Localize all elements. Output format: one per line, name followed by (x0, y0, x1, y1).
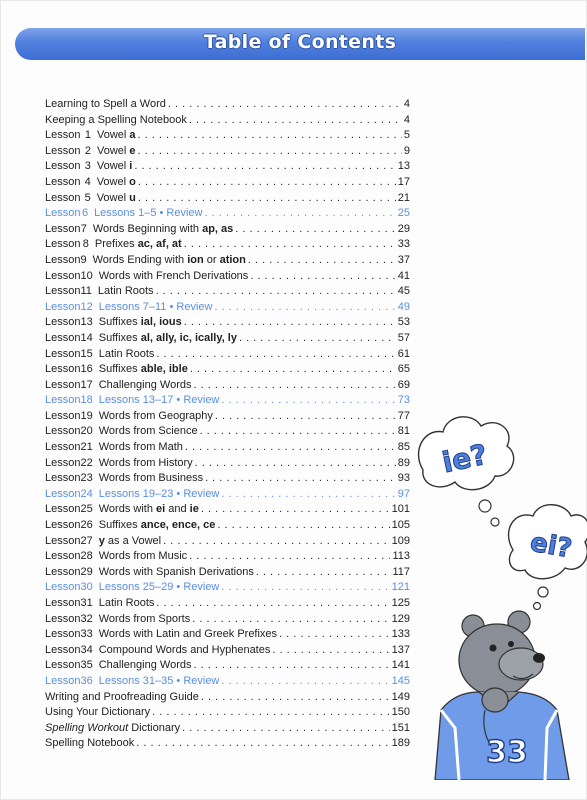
toc-entry (45, 207, 410, 223)
lesson-label: Lesson (45, 487, 81, 500)
entry-title: Words with Spanish Derivations (98, 565, 254, 578)
entry-title: Words from Science (98, 425, 198, 438)
lesson-number: 13 (80, 316, 93, 329)
dot-leader (201, 691, 390, 703)
entry-title: Spelling Workout Dictionary (45, 721, 181, 734)
entry-title: Suffixes al, ally, ic, ically, ly (98, 331, 237, 344)
toc-entry (45, 176, 410, 192)
page-number: 13 (397, 160, 410, 173)
dot-leader (134, 160, 395, 172)
jersey-number: 33 (486, 735, 528, 770)
entry-title: Words with ei and ie (98, 503, 199, 516)
lesson-number: 10 (80, 269, 93, 282)
dot-leader (156, 348, 395, 360)
entry-title: Prefixes ac, af, at (94, 238, 182, 251)
entry-title: Writing and Proofreading Guide (45, 690, 199, 703)
bubble-ie-text: ie? (439, 437, 491, 480)
lesson-number: 19 (80, 409, 93, 422)
lesson-number: 5 (84, 191, 91, 204)
toc-entry (45, 285, 410, 301)
entry-title: Vowel e (96, 144, 136, 157)
lesson-number: 2 (84, 144, 91, 157)
page-number: 33 (397, 238, 410, 251)
dot-leader (163, 535, 390, 547)
toc-entry (45, 644, 410, 660)
dot-leader (214, 301, 395, 313)
entry-title: Suffixes able, ible (98, 363, 188, 376)
page-number: 105 (391, 519, 410, 532)
toc-entry (45, 737, 410, 753)
lesson-number: 7 (80, 222, 87, 235)
entry-title: Vowel i (96, 160, 133, 173)
entry-title: Vowel o (96, 175, 136, 188)
entry-title: Suffixes ance, ence, ce (98, 519, 216, 532)
dot-leader (189, 114, 402, 126)
toc-entry (45, 457, 410, 473)
toc-entry (45, 160, 410, 176)
page-number: 53 (397, 316, 410, 329)
entry-title: Latin Roots (98, 347, 155, 360)
page-number: 61 (397, 347, 410, 360)
page-number: 29 (397, 222, 410, 235)
entry-title: Words from Math (98, 441, 183, 454)
lesson-label: Lesson (45, 363, 81, 376)
page-number: 97 (397, 487, 410, 500)
lesson-number: 21 (80, 441, 93, 454)
lesson-number: 4 (84, 175, 91, 188)
lesson-number: 34 (80, 643, 93, 656)
lesson-label: Lesson (45, 503, 81, 516)
page-number: 121 (391, 581, 410, 594)
dot-leader (195, 457, 396, 469)
toc-entry (45, 410, 410, 426)
lesson-label: Lesson (45, 300, 81, 313)
lesson-number: 32 (80, 612, 93, 625)
page-number: 101 (391, 503, 410, 516)
dot-leader (136, 737, 389, 749)
dot-leader (168, 98, 402, 110)
dot-leader (138, 129, 402, 141)
lesson-label: Lesson (45, 207, 81, 220)
toc-entry (45, 238, 410, 254)
page-number: 125 (391, 597, 410, 609)
toc-entry (45, 394, 410, 410)
entry-title: Vowel a (96, 129, 136, 142)
dot-leader (185, 441, 396, 453)
toc-entry (45, 535, 410, 551)
page-number: 117 (392, 565, 410, 578)
toc-entry (45, 613, 410, 629)
page-number: 93 (397, 472, 410, 485)
entry-title: Words Ending with ion or ation (92, 253, 246, 266)
dot-leader (190, 363, 396, 375)
page-number: 69 (397, 378, 410, 391)
lesson-label: Lesson (45, 643, 81, 656)
lesson-number: 14 (80, 331, 93, 344)
toc-entry (45, 472, 410, 488)
dot-leader (221, 488, 395, 500)
entry-title: Words with Latin and Greek Prefixes (98, 628, 278, 641)
entry-title: Words from Business (98, 472, 204, 485)
thought-bubble-ei (509, 505, 587, 610)
entry-title: Challenging Words (98, 659, 192, 672)
lesson-number: 18 (80, 394, 93, 407)
toc-entry (45, 519, 410, 535)
page-number: 145 (391, 674, 410, 687)
lesson-label: Lesson (45, 175, 81, 188)
toc-entry (45, 145, 410, 161)
entry-title: Latin Roots (98, 597, 155, 609)
lesson-number: 11 (80, 285, 92, 298)
dot-leader (250, 270, 395, 282)
page-number: 21 (397, 191, 410, 204)
page-number: 73 (397, 394, 410, 407)
page-title: Table of Contents (203, 31, 397, 53)
lesson-number: 28 (80, 550, 93, 563)
entry-title: Lessons 1–5 • Review (94, 207, 203, 220)
toc-entry (45, 550, 410, 566)
toc-entry (45, 706, 410, 722)
lesson-number: 17 (80, 378, 93, 391)
page-number: 129 (391, 612, 410, 625)
dot-leader (138, 176, 396, 188)
page-number: 137 (391, 643, 410, 656)
lesson-number: 35 (80, 659, 93, 672)
lesson-label: Lesson (45, 394, 81, 407)
page-number: 4 (403, 98, 410, 110)
dot-leader (221, 675, 389, 687)
lesson-label: Lesson (45, 238, 81, 251)
entry-title: Spelling Notebook (45, 737, 135, 750)
lesson-number: 20 (80, 425, 93, 438)
lesson-label: Lesson (45, 628, 81, 641)
toc-entry (45, 675, 410, 691)
lesson-label: Lesson (45, 144, 81, 157)
entry-title: Lessons 19–23 • Review (98, 487, 220, 500)
lesson-label: Lesson (45, 456, 81, 469)
lesson-label: Lesson (45, 285, 81, 298)
title-banner (15, 28, 585, 60)
dot-leader (279, 628, 390, 640)
lesson-number: 33 (80, 628, 93, 641)
entry-title: Words from Music (98, 550, 188, 563)
toc-entry (45, 301, 410, 317)
toc-entry (45, 332, 410, 348)
lesson-number: 15 (80, 347, 93, 360)
toc-entry (45, 722, 410, 738)
dot-leader (193, 659, 389, 671)
lesson-number: 9 (80, 253, 87, 266)
entry-title: Words with French Derivations (98, 269, 249, 282)
toc-entry (45, 488, 410, 504)
page-number: 41 (397, 269, 410, 282)
lesson-label: Lesson (45, 565, 81, 578)
lesson-label: Lesson (45, 659, 81, 672)
dot-leader (189, 550, 390, 562)
dot-leader (239, 332, 396, 344)
lesson-label: Lesson (45, 160, 81, 173)
entry-title: Words from History (98, 456, 193, 469)
dot-leader (204, 207, 395, 219)
toc-entry (45, 270, 410, 286)
dot-leader (215, 410, 396, 422)
dot-leader (152, 706, 389, 718)
entry-title: Compound Words and Hyphenates (98, 643, 271, 656)
lesson-label: Lesson (45, 597, 81, 609)
page-number: 151 (391, 721, 410, 734)
page-number: 57 (397, 331, 410, 344)
lesson-number: 12 (80, 300, 93, 313)
entry-title: Keeping a Spelling Notebook (45, 113, 187, 126)
toc-entry (45, 628, 410, 644)
bear-character (435, 611, 569, 780)
page-number: 4 (403, 113, 410, 126)
lesson-number: 30 (80, 581, 93, 594)
lesson-number: 22 (80, 456, 93, 469)
dot-leader (272, 644, 389, 656)
toc-entry (45, 316, 410, 332)
page-number: 149 (391, 690, 410, 703)
toc-entry (45, 223, 410, 239)
dot-leader (221, 581, 389, 593)
lesson-number: 36 (80, 674, 93, 687)
lesson-label: Lesson (45, 612, 81, 625)
dot-leader (138, 145, 402, 157)
entry-title: Latin Roots (97, 285, 154, 298)
page-number: 25 (397, 207, 410, 220)
dot-leader (201, 503, 390, 515)
dot-leader (205, 472, 396, 484)
entry-title: Challenging Words (98, 378, 192, 391)
entry-title: Lessons 13–17 • Review (98, 394, 220, 407)
toc-entry (45, 691, 410, 707)
toc-entry (45, 503, 410, 519)
lesson-label: Lesson (45, 519, 81, 532)
entry-title: Learning to Spell a Word (45, 98, 166, 110)
toc-entry (45, 441, 410, 457)
page-number: 189 (391, 737, 410, 750)
page-number: 17 (397, 175, 410, 188)
page-number: 89 (397, 456, 410, 469)
table-of-contents (45, 98, 410, 753)
entry-title: Vowel u (96, 191, 136, 204)
lesson-label: Lesson (45, 425, 81, 438)
dot-leader (156, 285, 396, 297)
dot-leader (184, 238, 396, 250)
dot-leader (182, 722, 390, 734)
dot-leader (221, 394, 395, 406)
entry-title: Lessons 7–11 • Review (98, 300, 213, 313)
dot-leader (138, 192, 396, 204)
lesson-number: 25 (80, 503, 93, 516)
lesson-number: 24 (80, 487, 93, 500)
lesson-label: Lesson (45, 331, 81, 344)
page-number: 5 (403, 129, 410, 142)
toc-entry (45, 254, 410, 270)
page-number: 49 (397, 300, 410, 313)
entry-title: Using Your Dictionary (45, 706, 151, 719)
toc-entry (45, 425, 410, 441)
lesson-number: 1 (84, 129, 91, 142)
lesson-label: Lesson (45, 316, 81, 329)
toc-entry (45, 348, 410, 364)
lesson-label: Lesson (45, 674, 81, 687)
lesson-number: 23 (80, 472, 93, 485)
dot-leader (193, 379, 395, 391)
page-number: 45 (397, 285, 410, 298)
lesson-number: 8 (82, 238, 89, 251)
entry-title: Words from Geography (98, 409, 213, 422)
lesson-number: 29 (80, 565, 93, 578)
page-number: 37 (397, 253, 410, 266)
bear-illustration (415, 410, 587, 780)
entry-title: Lessons 31–35 • Review (98, 674, 220, 687)
entry-title: y as a Vowel (98, 534, 162, 547)
lesson-label: Lesson (45, 409, 81, 422)
entry-title: Suffixes ial, ious (98, 316, 182, 329)
lesson-label: Lesson (45, 222, 81, 235)
dot-leader (217, 519, 389, 531)
lesson-label: Lesson (45, 269, 81, 282)
lesson-number: 6 (81, 207, 89, 220)
lesson-number: 27 (80, 534, 93, 547)
lesson-label: Lesson (45, 191, 81, 204)
page-number: 109 (391, 534, 410, 547)
lesson-number: 26 (80, 519, 93, 532)
page-number: 81 (397, 425, 410, 438)
toc-entry (45, 659, 410, 675)
dot-leader (248, 254, 396, 266)
page-number: 150 (391, 706, 410, 719)
toc-entry (45, 192, 410, 208)
page-number: 65 (397, 363, 410, 376)
toc-entry (45, 597, 410, 613)
entry-title: Words from Sports (98, 612, 191, 625)
toc-entry (45, 98, 410, 114)
toc-entry (45, 129, 410, 145)
entry-title: Lessons 25–29 • Review (98, 581, 220, 594)
lesson-label: Lesson (45, 441, 81, 454)
lesson-label: Lesson (45, 550, 81, 563)
page-number: 141 (391, 659, 410, 672)
dot-leader (256, 566, 391, 578)
page-number: 9 (403, 144, 410, 157)
thought-bubble-ie (419, 417, 514, 526)
toc-entry (45, 581, 410, 597)
toc-entry (45, 566, 410, 582)
lesson-number: 16 (80, 363, 93, 376)
lesson-label: Lesson (45, 581, 81, 594)
lesson-number: 31 (80, 597, 93, 609)
toc-entry (45, 363, 410, 379)
lesson-label: Lesson (45, 378, 81, 391)
dot-leader (235, 223, 395, 235)
bubble-ei-text: ei? (527, 527, 575, 565)
page-number: 85 (397, 441, 410, 454)
lesson-label: Lesson (45, 534, 81, 547)
entry-title: Words Beginning with ap, as (92, 222, 234, 235)
lesson-label: Lesson (45, 129, 81, 142)
page-number: 77 (397, 409, 410, 422)
lesson-label: Lesson (45, 472, 81, 485)
lesson-label: Lesson (45, 347, 81, 360)
lesson-number: 3 (84, 160, 91, 173)
page-number: 113 (392, 550, 410, 563)
dot-leader (184, 316, 396, 328)
dot-leader (156, 597, 389, 609)
dot-leader (200, 425, 396, 437)
page-number: 133 (391, 628, 410, 641)
dot-leader (192, 613, 389, 625)
toc-entry (45, 114, 410, 130)
toc-entry (45, 379, 410, 395)
lesson-label: Lesson (45, 253, 81, 266)
